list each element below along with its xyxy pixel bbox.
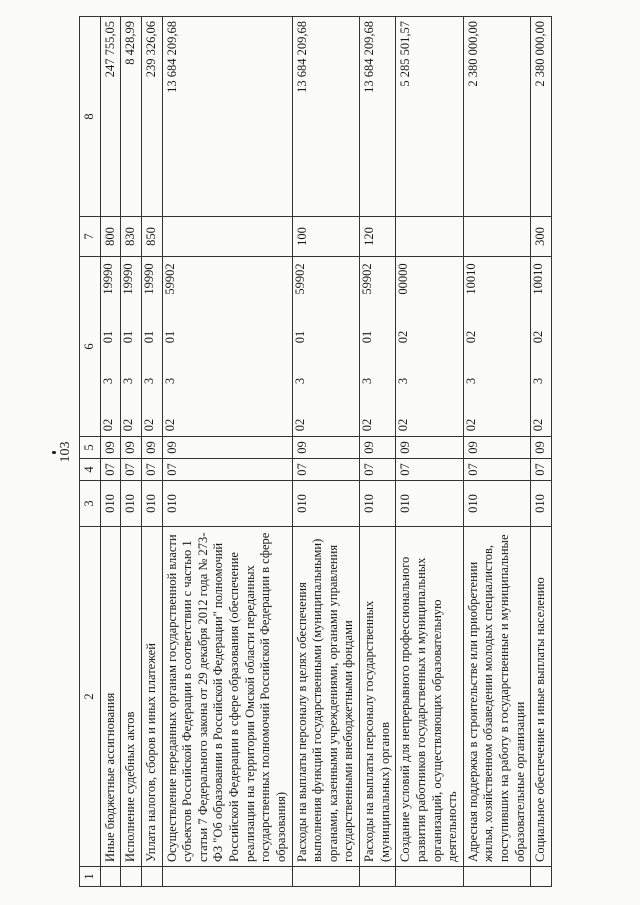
row-target-article <box>100 257 121 437</box>
row-admin-code: 010 <box>141 481 162 527</box>
header-cell-3: 3 <box>80 481 101 527</box>
row-target-article <box>292 257 360 437</box>
row-section-code: 07 <box>396 459 464 481</box>
target-article-part-3: 02 <box>396 330 411 344</box>
row-admin-code: 010 <box>121 481 142 527</box>
row-expense-type: 300 <box>531 217 552 257</box>
row-expense-type: 100 <box>292 217 360 257</box>
row-target-article <box>141 257 162 437</box>
target-article-part-3: 02 <box>531 330 546 344</box>
row-marker-cell <box>100 867 121 887</box>
table-row <box>360 17 396 887</box>
target-article-part-2: 3 <box>531 377 546 385</box>
row-target-article <box>360 257 396 437</box>
target-article-part-3: 01 <box>292 330 307 344</box>
header-cell-4: 4 <box>80 459 101 481</box>
row-description: Исполнение судебных актов <box>121 527 142 867</box>
target-article-part-4: 59902 <box>292 263 307 295</box>
target-article-part-2: 3 <box>396 377 411 385</box>
row-description: Иные бюджетные ассигнования <box>100 527 121 867</box>
row-target-article <box>162 257 292 437</box>
row-section-code: 07 <box>162 459 292 481</box>
row-amount: 8 428,99 <box>121 17 142 217</box>
header-cell-2: 2 <box>80 527 101 867</box>
header-cell-6: 6 <box>80 257 101 437</box>
target-article-part-4: 19990 <box>141 263 156 295</box>
table-row <box>396 17 464 887</box>
row-section-code: 07 <box>141 459 162 481</box>
target-article-part-1: 02 <box>121 418 136 432</box>
row-marker-cell <box>531 867 552 887</box>
row-description: Расходы на выплаты персоналу государственных (муниципальных) органов <box>360 527 396 867</box>
row-description: Уплата налогов, сборов и иных платежей <box>141 527 162 867</box>
table-row <box>100 17 121 887</box>
row-marker-cell <box>292 867 360 887</box>
row-section-code: 07 <box>121 459 142 481</box>
row-marker-cell <box>360 867 396 887</box>
target-article-part-3: 01 <box>141 330 156 344</box>
target-article-part-4: 59902 <box>360 263 374 295</box>
table-row <box>162 17 292 887</box>
row-amount: 247 755,05 <box>100 17 121 217</box>
row-section-code: 07 <box>292 459 360 481</box>
row-admin-code: 010 <box>100 481 121 527</box>
row-expense-type: 120 <box>360 217 396 257</box>
target-article-part-4: 19990 <box>121 263 136 295</box>
target-article-part-4: 00000 <box>396 263 411 295</box>
target-article-part-3: 01 <box>121 330 136 344</box>
target-article-part-4: 10010 <box>531 263 546 295</box>
target-article-part-3: 01 <box>360 330 374 344</box>
row-marker-cell <box>396 867 464 887</box>
row-marker-cell <box>141 867 162 887</box>
target-article-part-1: 02 <box>396 418 411 432</box>
row-target-article <box>121 257 142 437</box>
row-amount: 5 285 501,57 <box>396 17 464 217</box>
budget-table <box>79 16 552 887</box>
page-number: 103 <box>58 441 73 463</box>
target-article-part-2: 3 <box>141 377 156 385</box>
target-article-part-1: 02 <box>292 418 307 432</box>
row-marker-cell <box>463 867 531 887</box>
target-article-part-2: 3 <box>463 377 478 385</box>
table-row <box>141 17 162 887</box>
row-target-article <box>463 257 531 437</box>
target-article-part-4: 10010 <box>463 263 478 295</box>
target-article-part-2: 3 <box>292 377 307 385</box>
target-article-part-2: 3 <box>121 377 136 385</box>
target-article-part-1: 02 <box>100 418 115 432</box>
row-admin-code: 010 <box>531 481 552 527</box>
row-description: Создание условий для непрерывного профессионального развития работников государственных и муниципальных организаций, осуществляющих образовательную деятельность <box>396 527 464 867</box>
row-admin-code: 010 <box>463 481 531 527</box>
row-subsection-code: 09 <box>292 437 360 459</box>
row-amount: 13 684 209,68 <box>162 17 292 217</box>
row-subsection-code: 09 <box>463 437 531 459</box>
row-subsection-code: 09 <box>100 437 121 459</box>
row-subsection-code: 09 <box>121 437 142 459</box>
target-article-part-2: 3 <box>360 377 374 385</box>
table-row <box>121 17 142 887</box>
row-subsection-code: 09 <box>162 437 292 459</box>
row-expense-type <box>162 217 292 257</box>
row-subsection-code: 09 <box>141 437 162 459</box>
target-article-part-4: 59902 <box>162 263 177 295</box>
row-section-code: 07 <box>360 459 396 481</box>
target-article-part-3: 01 <box>162 330 177 344</box>
row-description: Осуществление переданных органам государственной власти субъектов Российской Федерации в соответствии с частью 1 статьи 7 Федерального закона от 29 декабря 2012 года № 273-ФЗ "Об образовании в Российской Федерации" полномочий Российской Федерации в сфере образования (обеспечение реализации на территории Омской области переданных государственных полномочий Российской Федерации в сфере образования) <box>162 527 292 867</box>
target-article-part-1: 02 <box>531 418 546 432</box>
row-amount: 239 326,06 <box>141 17 162 217</box>
row-amount: 13 684 209,68 <box>292 17 360 217</box>
row-marker-cell <box>121 867 142 887</box>
target-article-part-4: 19990 <box>100 263 115 295</box>
row-expense-type: 850 <box>141 217 162 257</box>
rotated-content <box>55 17 585 887</box>
table-row <box>292 17 360 887</box>
row-section-code: 07 <box>100 459 121 481</box>
header-cell-1: 1 <box>80 867 101 887</box>
row-subsection-code: 09 <box>531 437 552 459</box>
target-article-part-1: 02 <box>162 418 177 432</box>
row-expense-type <box>463 217 531 257</box>
target-article-part-1: 02 <box>141 418 156 432</box>
row-admin-code: 010 <box>292 481 360 527</box>
target-article-part-2: 3 <box>100 377 115 385</box>
row-target-article <box>531 257 552 437</box>
row-subsection-code: 09 <box>360 437 396 459</box>
row-amount: 13 684 209,68 <box>360 17 396 217</box>
row-section-code: 07 <box>463 459 531 481</box>
header-cell-5: 5 <box>80 437 101 459</box>
table-row <box>531 17 552 887</box>
row-subsection-code: 09 <box>396 437 464 459</box>
target-article-part-1: 02 <box>360 418 374 432</box>
table-row <box>463 17 531 887</box>
row-marker-cell <box>162 867 292 887</box>
row-amount: 2 380 000,00 <box>463 17 531 217</box>
target-article-part-3: 02 <box>463 330 478 344</box>
row-admin-code: 010 <box>360 481 396 527</box>
row-amount: 2 380 000,00 <box>531 17 552 217</box>
row-admin-code: 010 <box>396 481 464 527</box>
row-admin-code: 010 <box>162 481 292 527</box>
row-expense-type <box>396 217 464 257</box>
row-target-article <box>396 257 464 437</box>
row-section-code: 07 <box>531 459 552 481</box>
target-article-part-3: 01 <box>100 330 115 344</box>
header-row <box>80 17 101 887</box>
target-article-part-2: 3 <box>162 377 177 385</box>
row-expense-type: 800 <box>100 217 121 257</box>
row-description: Расходы на выплаты персоналу в целях обеспечения выполнения функций государственными (муниципальными) органами, казенными учреждениями, органами управления государственными внебюджетными фондами <box>292 527 360 867</box>
header-cell-8: 8 <box>80 17 101 217</box>
row-description: Социальное обеспечение и иные выплаты населению <box>531 527 552 867</box>
row-description: Адресная поддержка в строительстве или приобретении жилья, хозяйственном обзаведении молодых специалистов, поступивших на работу в государственные и муниципальные образовательные организации <box>463 527 531 867</box>
target-article-part-1: 02 <box>463 418 478 432</box>
row-expense-type: 830 <box>121 217 142 257</box>
header-cell-7: 7 <box>80 217 101 257</box>
